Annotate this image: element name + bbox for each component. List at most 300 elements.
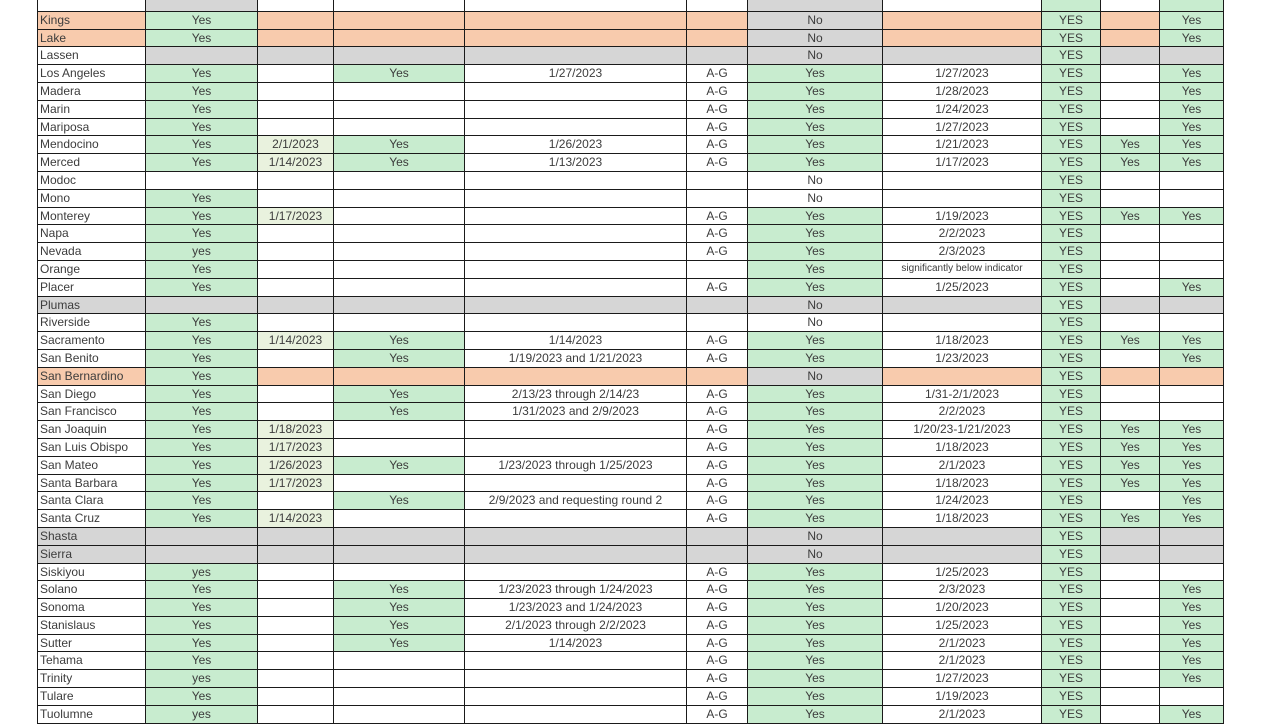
table-row: [38, 403, 1224, 421]
table-cell: 1/13/2023: [465, 154, 687, 172]
table-cell: [883, 47, 1042, 65]
table-cell: [1101, 688, 1160, 706]
table-cell: [334, 705, 465, 723]
table-cell: [1101, 652, 1160, 670]
table-cell: [146, 171, 258, 189]
table-cell: [1160, 688, 1224, 706]
table-cell: Yes: [334, 492, 465, 510]
county-name-cell: Nevada: [38, 243, 146, 261]
table-cell: YES: [1042, 670, 1101, 688]
table-cell: Yes: [748, 634, 883, 652]
table-cell: Yes: [748, 207, 883, 225]
table-row: [38, 225, 1224, 243]
table-cell: A-G: [687, 349, 748, 367]
table-cell: Yes: [748, 332, 883, 350]
table-cell: 1/14/2023: [465, 332, 687, 350]
table-cell: 2/3/2023: [883, 243, 1042, 261]
table-cell: [258, 11, 334, 29]
table-row: [38, 527, 1224, 545]
table-cell: [465, 296, 687, 314]
county-name-cell: San Mateo: [38, 456, 146, 474]
table-cell: [334, 314, 465, 332]
table-cell: [1160, 225, 1224, 243]
table-cell: Yes: [146, 82, 258, 100]
table-cell: [1160, 314, 1224, 332]
table-cell: [465, 278, 687, 296]
table-cell: [687, 47, 748, 65]
table-cell: YES: [1042, 492, 1101, 510]
table-cell: [1101, 599, 1160, 617]
table-cell: [1160, 189, 1224, 207]
table-cell: A-G: [687, 403, 748, 421]
table-cell: YES: [1042, 456, 1101, 474]
table-cell: [883, 367, 1042, 385]
table-cell: [465, 510, 687, 528]
table-cell: [1160, 527, 1224, 545]
table-cell: [334, 29, 465, 47]
table-cell: YES: [1042, 332, 1101, 350]
table-cell: YES: [1042, 278, 1101, 296]
table-cell: Yes: [748, 154, 883, 172]
table-cell: Yes: [146, 207, 258, 225]
table-cell: 1/23/2023 through 1/24/2023: [465, 581, 687, 599]
table-cell: [1101, 189, 1160, 207]
table-cell: [883, 0, 1042, 11]
table-row: [38, 100, 1224, 118]
table-cell: [258, 563, 334, 581]
table-cell: 2/13/23 through 2/14/23: [465, 385, 687, 403]
county-name-cell: Santa Barbara: [38, 474, 146, 492]
table-cell: Yes: [748, 421, 883, 439]
table-row: [38, 82, 1224, 100]
table-cell: [258, 82, 334, 100]
table-cell: Yes: [748, 438, 883, 456]
county-name-cell: Modoc: [38, 171, 146, 189]
table-cell: Yes: [1101, 438, 1160, 456]
table-row: [38, 314, 1224, 332]
county-name-cell: Sierra: [38, 545, 146, 563]
table-cell: Yes: [748, 670, 883, 688]
table-cell: [465, 260, 687, 278]
table-cell: 1/17/2023: [258, 438, 334, 456]
table-cell: YES: [1042, 385, 1101, 403]
table-cell: [258, 260, 334, 278]
table-cell: No: [748, 47, 883, 65]
table-cell: YES: [1042, 403, 1101, 421]
county-name-cell: Lassen: [38, 47, 146, 65]
table-cell: 1/14/2023: [258, 510, 334, 528]
table-cell: [1101, 367, 1160, 385]
table-cell: [687, 0, 748, 11]
table-cell: A-G: [687, 438, 748, 456]
county-name-cell: Kings: [38, 11, 146, 29]
table-cell: [883, 527, 1042, 545]
table-cell: [1101, 634, 1160, 652]
table-cell: Yes: [146, 314, 258, 332]
table-cell: YES: [1042, 207, 1101, 225]
table-cell: 1/23/2023 and 1/24/2023: [465, 599, 687, 617]
table-cell: YES: [1042, 243, 1101, 261]
table-cell: Yes: [1160, 492, 1224, 510]
table-cell: YES: [1042, 527, 1101, 545]
table-cell: Yes: [748, 278, 883, 296]
table-cell: [1101, 296, 1160, 314]
table-cell: 2/9/2023 and requesting round 2: [465, 492, 687, 510]
table-row: [38, 474, 1224, 492]
table-cell: [1101, 563, 1160, 581]
table-cell: Yes: [146, 367, 258, 385]
table-cell: Yes: [1160, 100, 1224, 118]
table-cell: 1/19/2023: [883, 688, 1042, 706]
table-cell: No: [748, 296, 883, 314]
table-cell: Yes: [1101, 421, 1160, 439]
table-cell: 1/25/2023: [883, 616, 1042, 634]
table-cell: 1/26/2023: [465, 136, 687, 154]
table-cell: Yes: [146, 616, 258, 634]
table-cell: [334, 189, 465, 207]
table-cell: Yes: [334, 385, 465, 403]
table-cell: [1101, 385, 1160, 403]
table-cell: [258, 349, 334, 367]
table-cell: Yes: [146, 492, 258, 510]
table-cell: [334, 670, 465, 688]
table-cell: [258, 492, 334, 510]
table-cell: [258, 545, 334, 563]
table-cell: Yes: [146, 581, 258, 599]
county-name-cell: San Bernardino: [38, 367, 146, 385]
table-cell: [1160, 563, 1224, 581]
table-row: [38, 154, 1224, 172]
table-cell: A-G: [687, 492, 748, 510]
table-cell: 2/3/2023: [883, 581, 1042, 599]
table-cell: No: [748, 314, 883, 332]
table-cell: Yes: [748, 403, 883, 421]
table-cell: A-G: [687, 421, 748, 439]
table-cell: Yes: [146, 634, 258, 652]
table-cell: [465, 0, 687, 11]
table-row: [38, 616, 1224, 634]
table-row: [38, 652, 1224, 670]
table-cell: [465, 421, 687, 439]
table-cell: Yes: [1101, 154, 1160, 172]
table-cell: Yes: [1101, 136, 1160, 154]
table-cell: [146, 0, 258, 11]
table-cell: Yes: [748, 688, 883, 706]
table-cell: 1/28/2023: [883, 82, 1042, 100]
table-cell: Yes: [1160, 421, 1224, 439]
table-cell: Yes: [1160, 154, 1224, 172]
table-cell: 1/20/23-1/21/2023: [883, 421, 1042, 439]
table-row: [38, 118, 1224, 136]
table-cell: Yes: [146, 456, 258, 474]
table-cell: [258, 634, 334, 652]
table-cell: YES: [1042, 510, 1101, 528]
table-cell: Yes: [748, 599, 883, 617]
table-cell: A-G: [687, 474, 748, 492]
county-name-cell: Tulare: [38, 688, 146, 706]
table-cell: [258, 705, 334, 723]
table-row: [38, 670, 1224, 688]
table-cell: YES: [1042, 189, 1101, 207]
table-cell: YES: [1042, 154, 1101, 172]
table-cell: [687, 29, 748, 47]
table-cell: [883, 296, 1042, 314]
table-cell: [258, 0, 334, 11]
table-cell: YES: [1042, 438, 1101, 456]
table-cell: Yes: [334, 332, 465, 350]
table-cell: [1160, 243, 1224, 261]
table-cell: Yes: [748, 260, 883, 278]
table-cell: Yes: [334, 634, 465, 652]
table-cell: [1101, 0, 1160, 11]
table-cell: [1160, 171, 1224, 189]
table-cell: [334, 527, 465, 545]
table-cell: Yes: [146, 189, 258, 207]
table-cell: [1101, 349, 1160, 367]
table-cell: YES: [1042, 563, 1101, 581]
county-status-table: [37, 0, 1224, 724]
table-cell: YES: [1042, 652, 1101, 670]
table-cell: yes: [146, 563, 258, 581]
table-cell: [1160, 47, 1224, 65]
table-cell: Yes: [146, 403, 258, 421]
table-cell: YES: [1042, 314, 1101, 332]
table-row: [38, 581, 1224, 599]
table-cell: [334, 0, 465, 11]
table-cell: A-G: [687, 688, 748, 706]
table-cell: [1101, 581, 1160, 599]
table-cell: A-G: [687, 207, 748, 225]
table-cell: [687, 189, 748, 207]
table-cell: [258, 616, 334, 634]
table-cell: Yes: [146, 349, 258, 367]
table-cell: Yes: [1160, 332, 1224, 350]
table-cell: [1160, 403, 1224, 421]
table-cell: [465, 225, 687, 243]
table-cell: [258, 296, 334, 314]
table-cell: YES: [1042, 688, 1101, 706]
table-cell: [883, 189, 1042, 207]
table-cell: YES: [1042, 100, 1101, 118]
table-cell: [334, 47, 465, 65]
table-cell: No: [748, 171, 883, 189]
table-body: [38, 0, 1224, 723]
county-name-cell: Sutter: [38, 634, 146, 652]
table-row: [38, 421, 1224, 439]
table-cell: [465, 118, 687, 136]
table-cell: A-G: [687, 136, 748, 154]
table-cell: 1/17/2023: [883, 154, 1042, 172]
table-cell: Yes: [146, 599, 258, 617]
table-cell: A-G: [687, 332, 748, 350]
county-name-cell: Sacramento: [38, 332, 146, 350]
table-cell: [687, 545, 748, 563]
table-cell: [334, 260, 465, 278]
table-cell: [883, 11, 1042, 29]
table-cell: Yes: [334, 403, 465, 421]
table-cell: Yes: [1160, 29, 1224, 47]
table-cell: [465, 82, 687, 100]
table-cell: 1/18/2023: [258, 421, 334, 439]
table-cell: 1/27/2023: [883, 670, 1042, 688]
table-cell: YES: [1042, 581, 1101, 599]
table-cell: [146, 527, 258, 545]
table-cell: 1/17/2023: [258, 207, 334, 225]
table-row: [38, 296, 1224, 314]
table-cell: 2/1/2023: [883, 705, 1042, 723]
table-row: [38, 599, 1224, 617]
table-cell: yes: [146, 705, 258, 723]
table-cell: 2/2/2023: [883, 403, 1042, 421]
table-cell: A-G: [687, 82, 748, 100]
table-cell: [465, 207, 687, 225]
table-cell: Yes: [1160, 581, 1224, 599]
county-name-cell: Mono: [38, 189, 146, 207]
table-cell: [334, 296, 465, 314]
table-cell: YES: [1042, 616, 1101, 634]
table-cell: yes: [146, 243, 258, 261]
table-cell: [687, 367, 748, 385]
table-cell: YES: [1042, 11, 1101, 29]
county-name-cell: San Benito: [38, 349, 146, 367]
table-cell: [1101, 527, 1160, 545]
table-cell: Yes: [146, 154, 258, 172]
table-cell: [258, 385, 334, 403]
table-cell: A-G: [687, 118, 748, 136]
table-row: [38, 278, 1224, 296]
table-cell: [1042, 0, 1101, 11]
county-name-cell: Trinity: [38, 670, 146, 688]
table-cell: [258, 670, 334, 688]
table-cell: No: [748, 11, 883, 29]
table-cell: A-G: [687, 652, 748, 670]
county-name-cell: San Luis Obispo: [38, 438, 146, 456]
table-cell: significantly below indicator: [883, 260, 1042, 278]
table-cell: [258, 403, 334, 421]
table-cell: 1/26/2023: [258, 456, 334, 474]
table-cell: 2/1/2023 through 2/2/2023: [465, 616, 687, 634]
table-cell: Yes: [1101, 332, 1160, 350]
table-cell: [334, 207, 465, 225]
table-cell: [1101, 65, 1160, 83]
table-cell: YES: [1042, 65, 1101, 83]
table-cell: Yes: [146, 385, 258, 403]
table-cell: 1/18/2023: [883, 332, 1042, 350]
table-cell: Yes: [1160, 652, 1224, 670]
table-cell: [883, 29, 1042, 47]
table-cell: [258, 118, 334, 136]
table-cell: YES: [1042, 225, 1101, 243]
table-cell: A-G: [687, 510, 748, 528]
table-cell: Yes: [146, 438, 258, 456]
county-name-cell: Sonoma: [38, 599, 146, 617]
county-name-cell: Los Angeles: [38, 65, 146, 83]
table-cell: 1/24/2023: [883, 100, 1042, 118]
table-cell: [334, 82, 465, 100]
table-cell: [258, 599, 334, 617]
table-cell: 1/23/2023 through 1/25/2023: [465, 456, 687, 474]
table-cell: Yes: [334, 154, 465, 172]
table-row: [38, 260, 1224, 278]
table-row: [38, 634, 1224, 652]
table-cell: [334, 421, 465, 439]
county-name-cell: Solano: [38, 581, 146, 599]
table-cell: 1/31/2023 and 2/9/2023: [465, 403, 687, 421]
table-cell: Yes: [1160, 65, 1224, 83]
table-cell: Yes: [146, 118, 258, 136]
table-cell: A-G: [687, 65, 748, 83]
table-cell: [1160, 367, 1224, 385]
table-cell: Yes: [748, 581, 883, 599]
table-cell: [146, 545, 258, 563]
table-cell: [1101, 171, 1160, 189]
table-cell: Yes: [1101, 456, 1160, 474]
county-name-cell: Orange: [38, 260, 146, 278]
table-cell: 1/27/2023: [465, 65, 687, 83]
county-name-cell: Riverside: [38, 314, 146, 332]
county-name-cell: [38, 0, 146, 11]
table-cell: 1/25/2023: [883, 278, 1042, 296]
table-cell: [1101, 11, 1160, 29]
table-cell: 1/19/2023 and 1/21/2023: [465, 349, 687, 367]
table-cell: 1/14/2023: [258, 332, 334, 350]
table-cell: Yes: [146, 510, 258, 528]
table-cell: Yes: [748, 136, 883, 154]
table-cell: Yes: [334, 616, 465, 634]
table-row: [38, 189, 1224, 207]
county-name-cell: Lake: [38, 29, 146, 47]
table-row: [38, 0, 1224, 11]
table-cell: YES: [1042, 260, 1101, 278]
table-row: [38, 367, 1224, 385]
table-cell: [1160, 260, 1224, 278]
table-cell: A-G: [687, 563, 748, 581]
table-cell: [465, 367, 687, 385]
table-row: [38, 207, 1224, 225]
table-cell: YES: [1042, 349, 1101, 367]
table-cell: [334, 278, 465, 296]
table-cell: A-G: [687, 456, 748, 474]
table-cell: A-G: [687, 243, 748, 261]
table-cell: [465, 545, 687, 563]
table-row: [38, 243, 1224, 261]
table-cell: [465, 100, 687, 118]
table-cell: Yes: [748, 385, 883, 403]
table-row: [38, 385, 1224, 403]
table-row: [38, 705, 1224, 723]
table-cell: YES: [1042, 367, 1101, 385]
table-cell: [334, 171, 465, 189]
table-cell: [258, 278, 334, 296]
table-cell: Yes: [146, 688, 258, 706]
county-name-cell: Placer: [38, 278, 146, 296]
table-row: [38, 492, 1224, 510]
table-cell: [687, 171, 748, 189]
county-name-cell: San Joaquin: [38, 421, 146, 439]
table-cell: Yes: [748, 510, 883, 528]
table-cell: [465, 11, 687, 29]
table-cell: Yes: [334, 599, 465, 617]
county-name-cell: Napa: [38, 225, 146, 243]
county-name-cell: Plumas: [38, 296, 146, 314]
table-row: [38, 332, 1224, 350]
table-cell: [258, 243, 334, 261]
table-cell: [687, 314, 748, 332]
table-row: [38, 29, 1224, 47]
county-name-cell: Mariposa: [38, 118, 146, 136]
county-name-cell: Marin: [38, 100, 146, 118]
table-cell: Yes: [748, 243, 883, 261]
